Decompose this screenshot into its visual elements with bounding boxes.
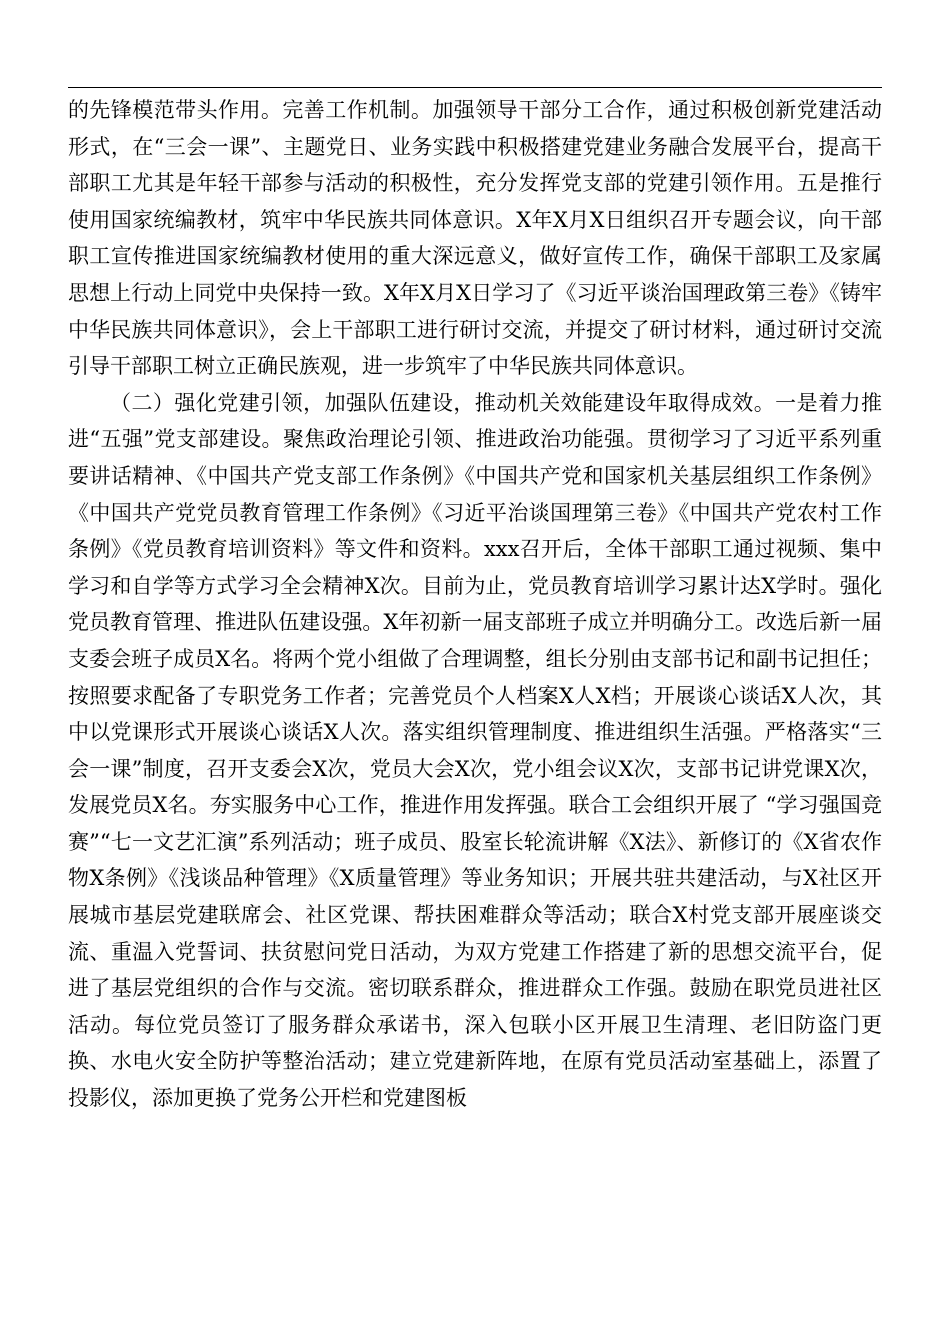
paragraph-continuation: 的先锋模范带头作用。完善工作机制。加强领导干部分工合作，通过积极创新党建活动形式，在“三会一课”、主题党日、业务实践中积极搭建党建业务融合发展平台，提高干部职工尤其是年轻干部参与活动的积极性，充分发挥党支部的党建引领作用。五是推行使用国家统编教材，筑牢中华民族共同体意识。X年X月X日组织召开专题会议，向干部职工宣传推进国家统编教材使用的重大深远意义，做好宣传工作，确保干部职工及家属思想上行动上同党中央保持一致。X年X月X日学习了《习近平谈治国理政第三卷》《铸牢中华民族共同体意识》，会上干部职工进行研讨交流，并提交了研讨材料，通过研讨交流引导干部职工树立正确民族观，进一步筑牢了中华民族共同体意识。 xyxy=(68,98,882,379)
document-body xyxy=(68,92,882,1117)
paragraph-section-two: （二）强化党建引领，加强队伍建设，推动机关效能建设年取得成效。一是着力推进“五强”党支部建设。聚焦政治理论引领、推进政治功能强。贯彻学习了习近平系列重要讲话精神、《中国共产党支部工作条例》《中国共产党和国家机关基层组织工作条例》《中国共产党党员教育管理工作条例》《习近平治谈国理第三卷》《中国共产党农村工作条例》《党员教育培训资料》等文件和资料。xxx召开后，全体干部职工通过视频、集中学习和自学等方式学习全会精神X次。目前为止，党员教育培训学习累计达X学时。强化党员教育管理、推进队伍建设强。X年初新一届支部班子成立并明确分工。改选后新一届支委会班子成员X名。将两个党小组做了合理调整，组长分别由支部书记和副书记担任；按照要求配备了专职党务工作者；完善党员个人档案X人X档；开展谈心谈话X人次，其中以党课形式开展谈心谈话X人次。落实组织管理制度、推进组织生活强。严格落实“三会一课”制度，召开支委会X次，党员大会X次，党小组会议X次，支部书记讲党课X次，发展党员X名。夯实服务中心工作，推进作用发挥强。联合工会组织开展了 “学习强国竞赛”“七一文艺汇演”系列活动；班子成员、股室长轮流讲解《X法》、新修订的《X省农作物X条例》《浅谈品种管理》《X质量管理》等业务知识；开展共驻共建活动，与X社区开展城市基层党建联席会、社区党课、帮扶困难群众等活动；联合X村党支部开展座谈交流、重温入党誓词、扶贫慰问党日活动，为双方党建工作搭建了新的思想交流平台，促进了基层党组织的合作与交流。密切联系群众，推进群众工作强。鼓励在职党员进社区活动。每位党员签订了服务群众承诺书，深入包联小区开展卫生清理、老旧防盗门更换、水电火安全防护等整治活动；建立党建新阵地，在原有党员活动室基础上，添置了投影仪，添加更换了党务公开栏和党建图板 xyxy=(68,390,882,1111)
header-rule xyxy=(68,87,882,88)
